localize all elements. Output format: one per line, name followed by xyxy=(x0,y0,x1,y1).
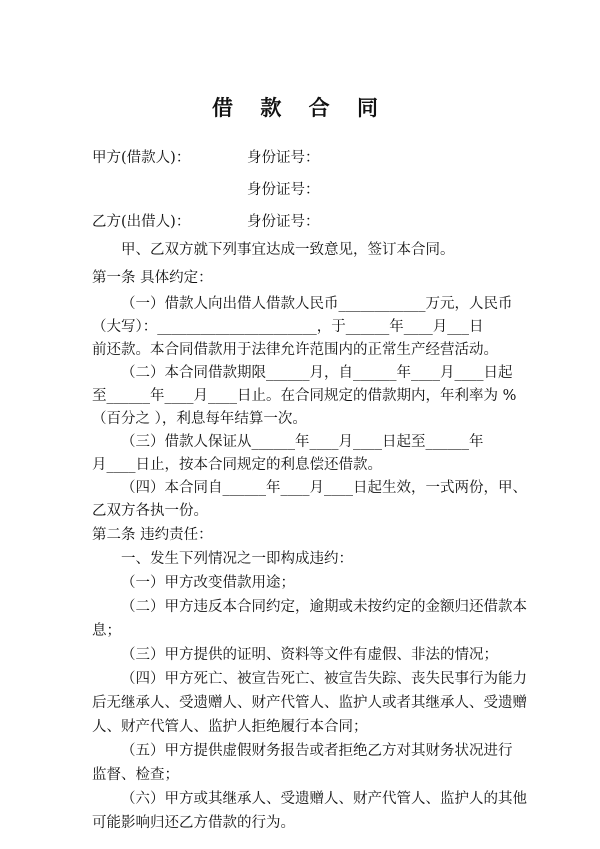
party-a-id-label: 身份证号： xyxy=(247,150,320,166)
clause-2-line-1: （二）本合同借款期限______月，自______年____月____日起 xyxy=(121,365,513,381)
breach-item-5-line-2: 监督、检查； xyxy=(92,767,179,783)
breach-item-4-line-2: 后无继承人、受遗赠人、财产代管人、监护人或者其继承人、受遗赠 xyxy=(92,695,527,711)
clause-4-line-1: （四）本合同自______年____月____日起生效，一式两份，甲、 xyxy=(121,480,527,496)
breach-item-5-line-1: （五）甲方提供虚假财务报告或者拒绝乙方对其财务状况进行 xyxy=(121,743,513,759)
breach-item-4-line-3: 人、财产代管人、监护人拒绝履行本合同； xyxy=(92,719,368,735)
clause-1-line-2: （大写）：______________________，于______年____月___日 xyxy=(92,319,484,335)
clause-2-line-2: 至______年____月____日止。在合同规定的借款期内，年利率为 % xyxy=(92,388,517,404)
article-2-heading: 第二条 违约责任： xyxy=(92,527,213,543)
article-1-heading: 第一条 具体约定： xyxy=(92,270,213,286)
intro-paragraph: 甲、乙双方就下列事宜达成一致意见，签订本合同。 xyxy=(121,242,455,258)
clause-1-line-1: （一）借款人向出借人借款人民币____________万元，人民币 xyxy=(121,296,513,312)
clause-3-line-2: 月____日止，按本合同规定的利息偿还借款。 xyxy=(92,457,382,473)
breach-item-2-line-1: （二）甲方违反本合同约定，逾期或未按约定的金额归还借款本 xyxy=(121,599,527,615)
document-title: 借 款 合 同 xyxy=(212,95,388,120)
breach-item-1: （一）甲方改变借款用途； xyxy=(121,575,295,591)
clause-3-line-1: （三）借款人保证从______年____月____日起至______年 xyxy=(121,434,484,450)
breach-item-4-line-1: （四）甲方死亡、被宣告死亡、被宣告失踪、丧失民事行为能力 xyxy=(121,671,527,687)
breach-item-6-line-1: （六）甲方或其继承人、受遗赠人、财产代管人、监护人的其他 xyxy=(121,791,527,807)
party-a-id-label-2: 身份证号： xyxy=(247,182,320,198)
clause-1-line-3: 前还款。本合同借款用于法律允许范围内的正常生产经营活动。 xyxy=(92,342,498,358)
clause-2-line-3: （百分之 ），利息每年结算一次。 xyxy=(92,411,307,427)
breach-item-3: （三）甲方提供的证明、资料等文件有虚假、非法的情况； xyxy=(121,647,498,663)
breach-item-2-line-2: 息； xyxy=(92,623,121,639)
party-b-id-label: 身份证号： xyxy=(247,214,320,230)
party-a-label: 甲方(借款人)： xyxy=(92,150,191,166)
breach-item-6-line-2: 可能影响归还乙方借款的行为。 xyxy=(92,815,295,831)
breach-intro: 一、发生下列情况之一即构成违约： xyxy=(121,551,353,567)
clause-4-line-2: 乙双方各执一份。 xyxy=(92,503,208,519)
party-b-label: 乙方(出借人)： xyxy=(92,214,191,230)
